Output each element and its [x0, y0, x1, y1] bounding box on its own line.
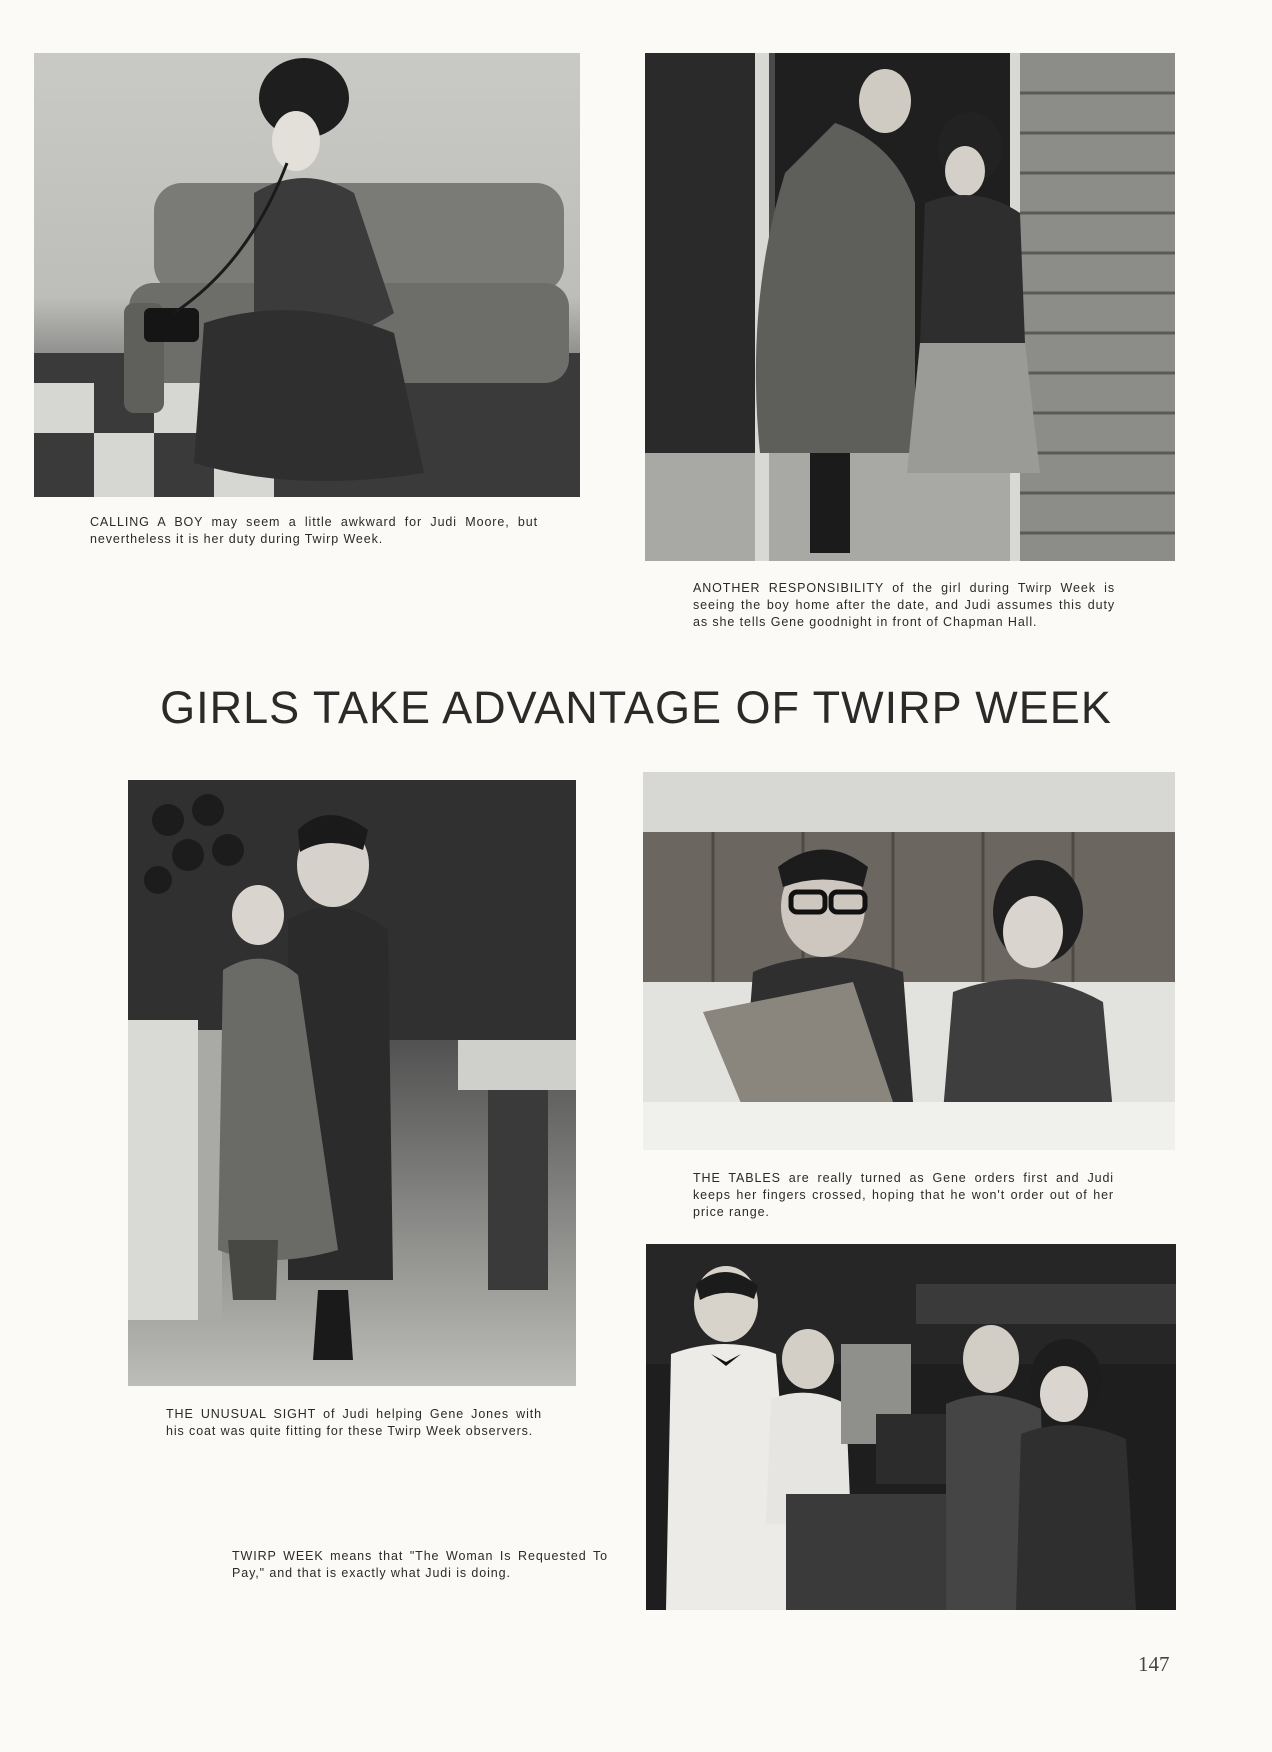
caption-coat: [166, 1406, 542, 1440]
caption-lead: TWIRP WEEK: [232, 1549, 324, 1563]
doorstep-photo-art: [645, 53, 1175, 561]
caption-text: means that "The Woman Is Requested To Pay," and that is exactly what Judi is doing.: [232, 1549, 608, 1580]
photo-register: [646, 1244, 1176, 1610]
coat-photo-art: [128, 780, 576, 1386]
caption-tables: [693, 1170, 1114, 1221]
caption-text: may seem a little awkward for Judi Moore, but nevertheless it is her duty during Twirp Week.: [90, 515, 538, 546]
caption-text: of the girl during Twirp Week is seeing the boy home after the date, and Judi assumes this duty as she tells Gene goodnight in front of Chapman Hall.: [693, 581, 1115, 629]
caption-text: are really turned as Gene orders first and Judi keeps her fingers crossed, hoping that he won't order out of her price range.: [693, 1171, 1114, 1219]
photo-tables: [643, 772, 1175, 1150]
photo-coat: [128, 780, 576, 1386]
page-number: 147: [1138, 1652, 1170, 1676]
tables-photo-art: [643, 772, 1175, 1150]
caption-lead: THE TABLES: [693, 1171, 781, 1185]
caption-lead: THE UNUSUAL SIGHT: [166, 1407, 316, 1421]
page-headline: GIRLS TAKE ADVANTAGE OF TWIRP WEEK: [160, 682, 1112, 733]
caption-register: [232, 1548, 608, 1582]
caption-text: of Judi helping Gene Jones with his coat was quite fitting for these Twirp Week observers.: [166, 1407, 542, 1438]
caption-doorstep: [693, 580, 1115, 631]
caption-phone-call: [90, 514, 538, 548]
register-photo-art: [646, 1244, 1176, 1610]
caption-lead: CALLING A BOY: [90, 515, 204, 529]
caption-lead: ANOTHER RESPONSIBILITY: [693, 581, 884, 595]
photo-phone-call: [34, 53, 580, 497]
photo-doorstep: [645, 53, 1175, 561]
phone-photo-art: [34, 53, 580, 497]
